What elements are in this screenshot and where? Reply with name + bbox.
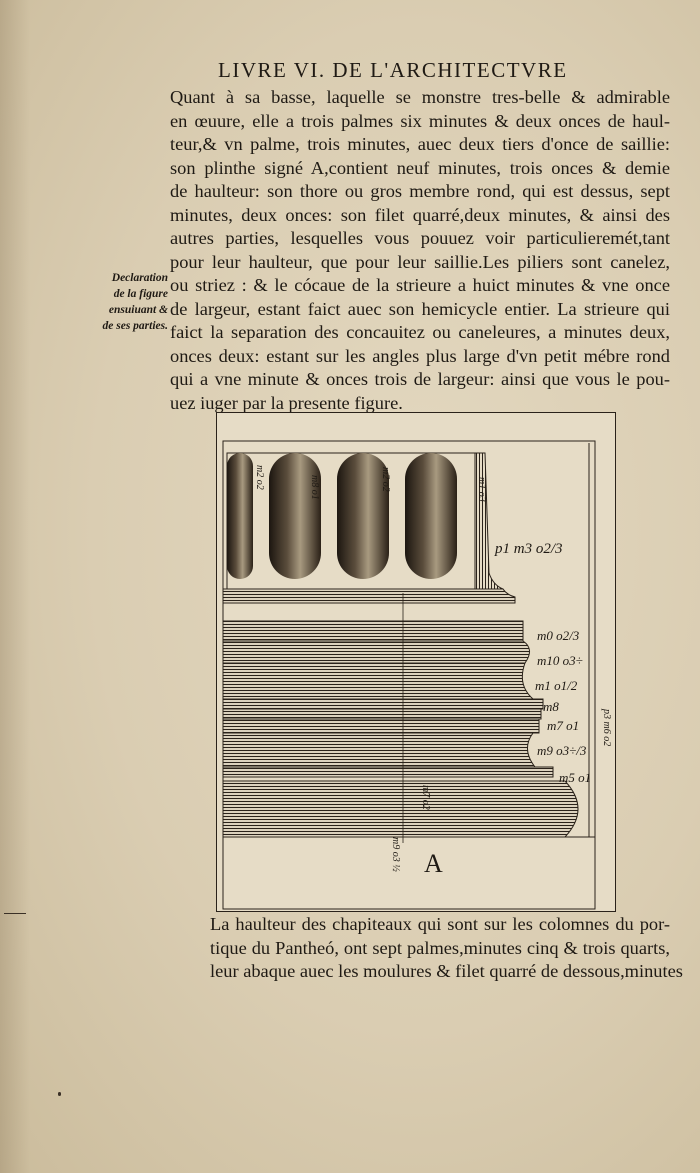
running-head: LIVRE VI. DE L'ARCHITECTVRE [218, 58, 568, 82]
text-line: minutes, deux onces: son filet quarré,deux minutes, & ainsi des [170, 204, 670, 225]
text-line: onces deux: estant sur les angles plus large d'vn petit mébre rond [170, 345, 670, 366]
notation-torus-height: m7 o2 [420, 785, 431, 810]
margin-note-line: de la figure [113, 288, 168, 300]
paragraph-2 [210, 913, 683, 984]
text-line: La haulteur des chapiteaux qui sont sur les colomnes du por- [210, 914, 670, 934]
notation: m5 o1 [559, 770, 592, 785]
margin-note-line: ensuiuant & [108, 304, 168, 316]
page-gutter-shadow [0, 0, 30, 1173]
notation: m1 o1/2 [535, 678, 578, 693]
scotia [223, 663, 533, 699]
fillet [223, 767, 553, 777]
lower-torus [223, 781, 578, 837]
flute [405, 453, 457, 579]
notation: m10 o3÷ [537, 653, 583, 668]
flute [227, 453, 253, 579]
notation: m7 o1 [547, 718, 580, 733]
text-line: ou striez : & le cócaue de la strieure a huict minutes & vne once [170, 275, 670, 295]
apophyge [223, 589, 515, 603]
notation-fillet: m2 o2 [380, 467, 391, 492]
lower-fillet [223, 719, 539, 733]
paragraph-1 [170, 86, 670, 415]
text-line: Quant à sa basse, laquelle se monstre tres-belle & admirable [170, 87, 670, 107]
lower-scotia [223, 733, 535, 767]
text-line: son plinthe signé A,contient neuf minutes, trois onces & demie [170, 157, 670, 178]
text-line: qui a vne minute & onces trois de largeur: ainsi que vous le pou- [170, 369, 670, 389]
notation-pilier-height: p1 m3 o2/3 [495, 541, 563, 557]
astragal [223, 709, 541, 719]
plinth [223, 837, 595, 909]
text-line: teur,& vn palme, trois minutes, auec deux tiers d'once de saillie: [170, 134, 670, 154]
text-line: faict la separation des concauitez ou caneleures, a minutes deux, [170, 322, 670, 342]
upper-fillet [223, 621, 523, 641]
margin-mark [4, 913, 26, 914]
notation-plinth-height: m9 o3 ½ [390, 837, 401, 872]
notation-fillet: m1 o3 [476, 477, 487, 502]
notation: m8 [543, 699, 559, 714]
flute [269, 453, 321, 579]
text-line: pour leur haulteur, que pour leur saillie.Les piliers sont canelez, [170, 251, 670, 272]
column-base-figure [216, 412, 616, 912]
text-line: leur abaque auec les moulures & filet quarré de dessous,minutes [210, 961, 683, 981]
plinth-label: A [424, 849, 443, 878]
notation-total-height: p3 m6 o2 [601, 709, 612, 747]
notation: m9 o3÷/3 [537, 743, 587, 758]
text-line: de largeur, estant faict auec son hemicycle entier. La strieure qui [170, 298, 670, 319]
notation-flute-width: m8 o1 [309, 475, 320, 500]
margin-note [92, 270, 168, 334]
margin-note-line: Declaration [111, 272, 168, 284]
text-line: autres parties, lesquelles vous pouuez voir particulieremét,tant [170, 228, 670, 248]
text-line: tique du Pantheó, ont sept palmes,minutes cinq & trois quarts, [210, 937, 670, 958]
text-line: uez iuger par la presente figure. [170, 392, 403, 413]
margin-note-line: de ses parties. [102, 320, 168, 332]
text-line: de haulteur: son thore ou gros membre rond, qui est dessus, sept [170, 181, 670, 201]
upper-torus [223, 641, 530, 663]
text-line: en œuure, elle a trois palmes six minutes & deux onces de haul- [170, 110, 670, 131]
notation-fillet-width: m2 o2 [254, 465, 265, 490]
astragal [223, 699, 543, 709]
notation: m0 o2/3 [537, 628, 580, 643]
ink-speck [58, 1092, 61, 1096]
